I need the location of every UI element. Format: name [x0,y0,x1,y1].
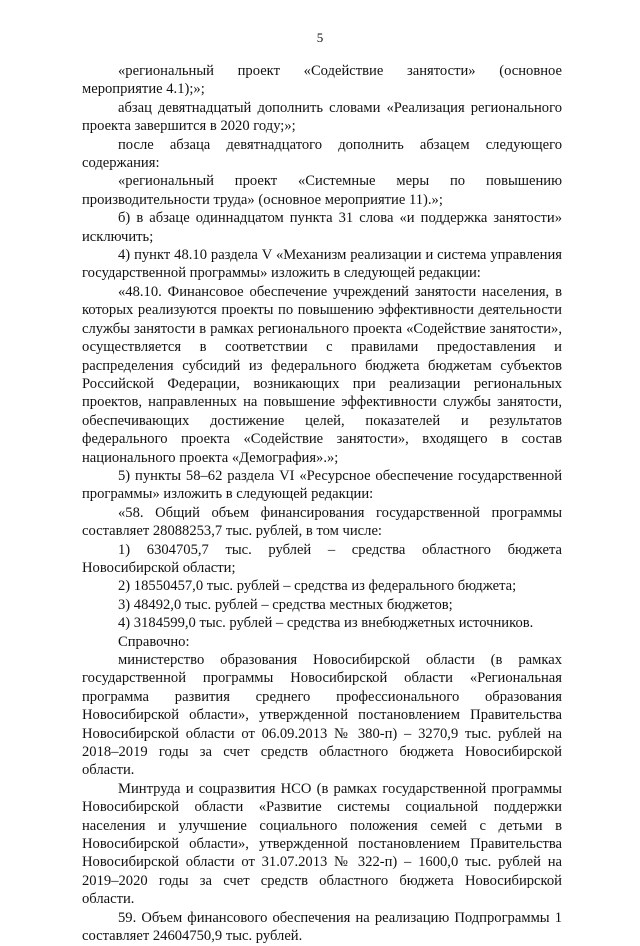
paragraph-10: 1) 6304705,7 тыс. рублей – средства областного бюджета Новосибирской области; [82,541,562,576]
paragraph-2: абзац девятнадцатый дополнить словами «Реализация регионального проекта завершится в 2020 году;»; [82,99,562,135]
paragraph-11: 2) 18550457,0 тыс. рублей – средства из федерального бюджета; [118,578,517,595]
paragraph-5: б) в абзаце одиннадцатом пункта 31 слова «и поддержка занятости» исключить; [82,210,562,245]
paragraph-8: 5) пункты 58–62 раздела VI «Ресурсное обеспечение государственной программы» изложить в следующей редакции: [82,467,562,503]
paragraph-1: «региональный проект «Содействие занятости» (основное мероприятие 4.1);»; [82,63,562,98]
paragraph-15: министерство образования Новосибирской области (в рамках государственной программы Новосибирской области «Региональная программа развития среднего профессионального образования Новосибирской области», утвержденной постановлением Правительства Новосибирской области от 06.09.2013 № 380-п) – 3270,9 тыс. рублей на 2018–2019 годы за счет средств областного бюджета Новосибирской области. [82,652,562,779]
page-number: 5 [316,30,324,45]
paragraph-3: после абзаца девятнадцатого дополнить абзацем следующего содержания: [82,136,562,172]
paragraph-6: 4) пункт 48.10 раздела V «Механизм реализации и система управления государственной программы» изложить в следующей редакции: [82,247,562,282]
paragraph-17: 59. Объем финансового обеспечения на реализацию Подпрограммы 1 составляет 24604750,9 тыс. рублей. [82,909,562,945]
paragraph-16: Минтруда и соцразвития НСО (в рамках государственной программы Новосибирской области «Развитие системы социальной поддержки населения и улучшение социального положения семей с детьми в Новосибирской области», утвержденной постановлением Правительства Новосибирской области от 31.07.2013 № 322-п) – 1600,0 тыс. рублей на 2019–2020 годы за счет средств областного бюджета Новосибирской области. [82,780,562,908]
document-body [82,62,562,946]
paragraph-12: 3) 48492,0 тыс. рублей – средства местных бюджетов; [118,596,453,613]
paragraph-13: 4) 3184599,0 тыс. рублей – средства из внебюджетных источников. [118,615,534,632]
paragraph-7: «48.10. Финансовое обеспечение учреждений занятости населения, в которых реализуются проекты по повышению эффективности деятельности службы занятости в рамках регионального проекта «Содействие занятости», осуществляется в соответствии с правилами предоставления и распределения субсидий из федерального бюджета бюджетам субъектов Российской Федерации, возникающих при реализации региональных проектов, направленных на повышение эффективности службы занятости, обеспечивающих достижение целей, показателей и результатов федерального проекта «Содействие занятости», входящего в состав национального проекта «Демография».»; [82,283,562,466]
paragraph-4: «региональный проект «Системные меры по повышению производительности труда» (основное мероприятие 11).»; [82,173,562,208]
paragraph-9: «58. Общий объем финансирования государственной программы составляет 28088253,7 тыс. рублей, в том числе: [82,504,562,540]
paragraph-14: Справочно: [118,633,190,650]
